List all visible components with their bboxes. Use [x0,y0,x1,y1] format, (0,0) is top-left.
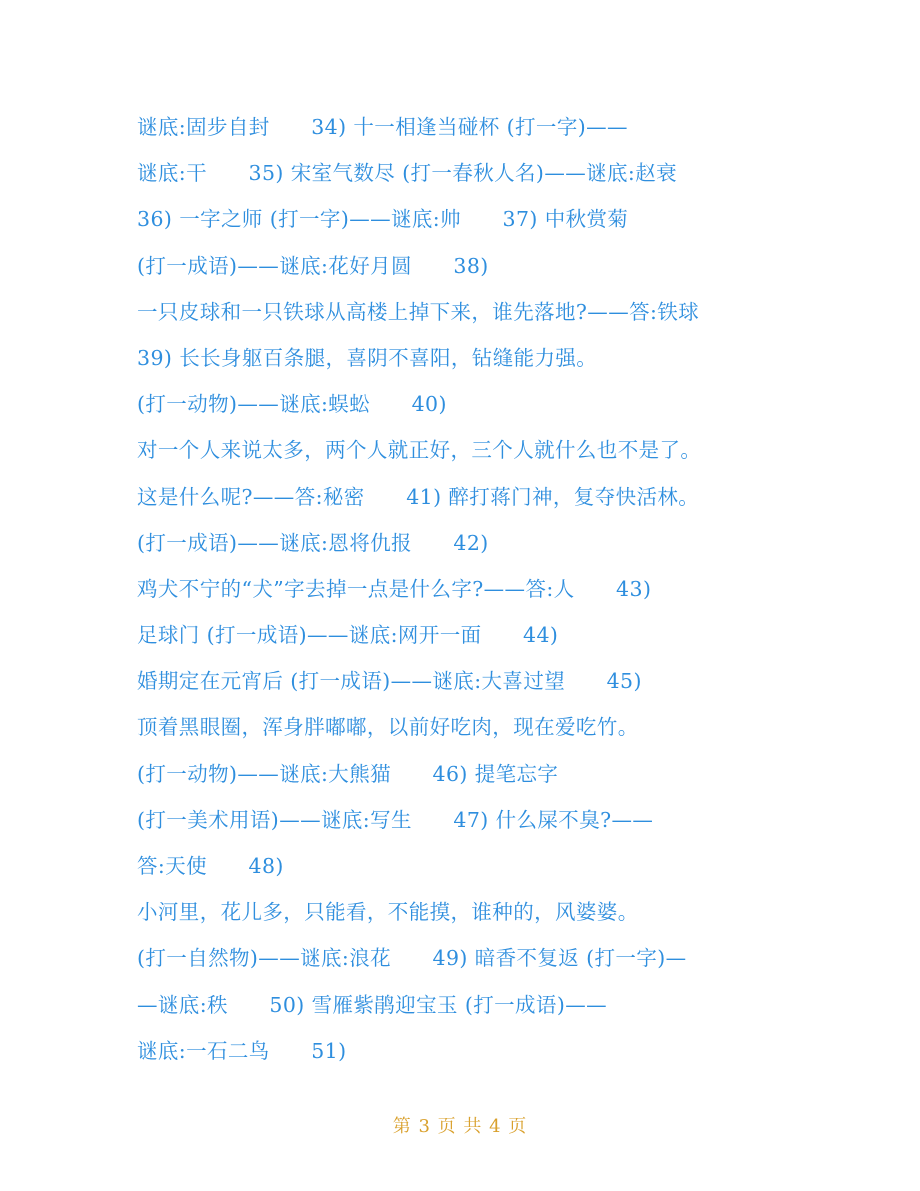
text-line: 这是什么呢?——答:秘密 41) 醉打蒋门神，复夺快活林。 [137,484,700,509]
text-line: 顶着黑眼圈，浑身胖嘟嘟，以前好吃肉，现在爱吃竹。 [137,715,639,740]
text-line: 一只皮球和一只铁球从高楼上掉下来，谁先落地?——答:铁球 [137,299,700,324]
text-line: 谜底:一石二鸟 51) [137,1038,347,1063]
text-line: (打一美术用语)——谜底:写生 47) 什么屎不臭?—— [137,807,654,832]
text-line: 足球门 (打一成语)——谜底:网开一面 44) [137,623,559,648]
page-number-footer: 第 3 页 共 4 页 [392,1116,528,1137]
text-line: 39) 长长身躯百条腿，喜阴不喜阳，钻缝能力强。 [137,345,598,370]
text-line: 谜底:干 35) 宋室气数尽 (打一春秋人名)——谜底:赵衰 [137,161,678,186]
text-line: 小河里，花儿多，只能看，不能摸，谁种的，风婆婆。 [137,900,639,925]
text-line: 36) 一字之师 (打一字)——谜底:帅 37) 中秋赏菊 [137,207,629,232]
text-line: (打一动物)——谜底:大熊猫 46) 提笔忘字 [137,761,559,786]
text-line: 对一个人来说太多，两个人就正好，三个人就什么也不是了。 [137,438,702,463]
riddle-text-block [137,104,817,1074]
text-line: —谜底:秩 50) 雪雁紫鹃迎宝玉 (打一成语)—— [137,992,608,1017]
text-line: (打一成语)——谜底:花好月圆 38) [137,253,489,278]
text-line: (打一动物)——谜底:蜈蚣 40) [137,392,447,417]
text-line: 谜底:固步自封 34) 十一相逢当碰杯 (打一字)—— [137,115,628,139]
text-line: 鸡犬不宁的“犬”字去掉一点是什么字?——答:人 43) [137,576,652,601]
text-line: (打一自然物)——谜底:浪花 49) 暗香不复返 (打一字)— [137,946,687,971]
text-line: (打一成语)——谜底:恩将仇报 42) [137,530,489,555]
text-line: 婚期定在元宵后 (打一成语)——谜底:大喜过望 45) [137,669,642,694]
text-line: 答:天使 48) [137,854,284,878]
